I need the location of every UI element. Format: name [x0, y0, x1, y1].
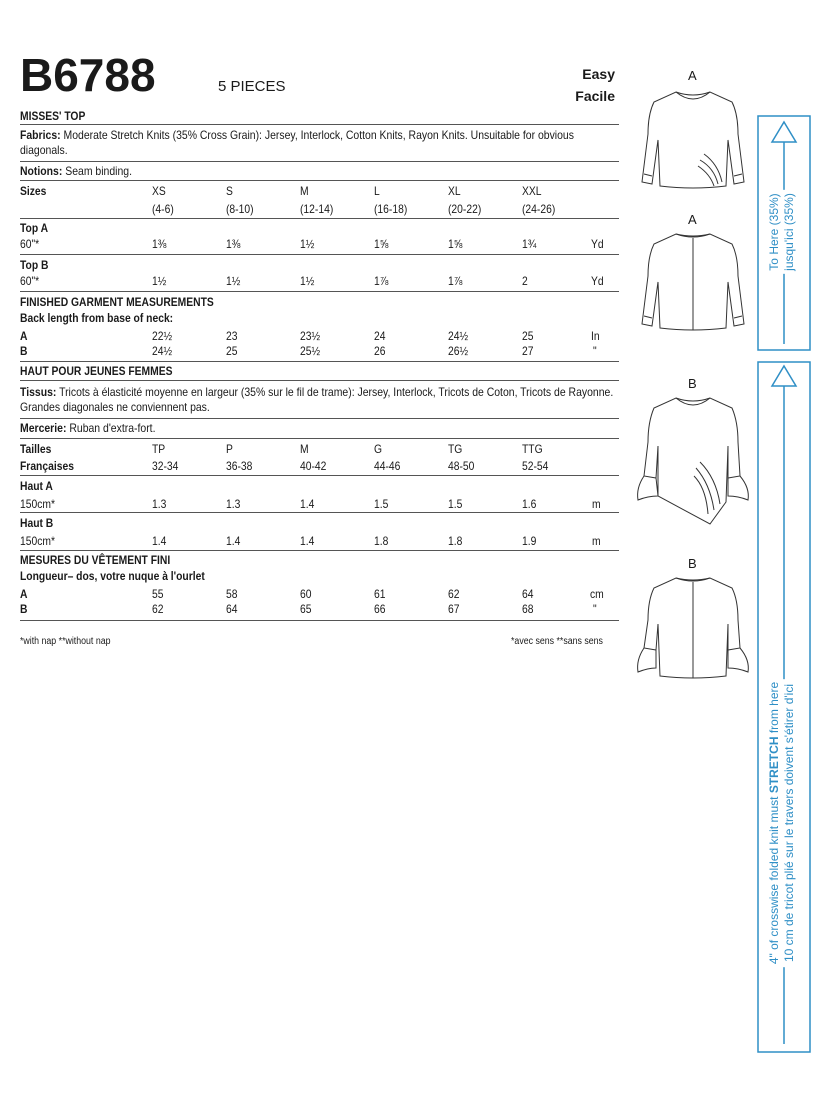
divider: [20, 418, 619, 419]
taille-col-1: P: [226, 442, 233, 456]
section-title-en: MISSES' TOP: [20, 109, 86, 123]
hautA-unit: m: [592, 497, 601, 511]
hautA-value: 1.5: [374, 497, 389, 511]
finished-title-en: FINISHED GARMENT MEASUREMENTS: [20, 295, 214, 309]
topB-unit: Yd: [591, 274, 604, 288]
longueur-label: Longueur– dos, votre nuque à l'ourlet: [20, 569, 205, 583]
fabrics-label: Fabrics:: [20, 128, 61, 142]
backA-value: 23: [226, 329, 238, 343]
longA-value: 58: [226, 587, 238, 601]
finished-title-fr: MESURES DU VÊTEMENT FINI: [20, 553, 171, 567]
taille-col-3: G: [374, 442, 383, 456]
backA-label: A: [20, 329, 28, 343]
taille-range-4: 48-50: [448, 459, 475, 473]
longA-unit: cm: [590, 587, 604, 601]
mercerie-label: Mercerie:: [20, 421, 67, 435]
longB-value: 67: [448, 602, 460, 616]
fabrics-text: Moderate Stretch Knits (35% Cross Grain): Jersey, Interlock, Cotton Knits, Rayon Knits. Unsuitable for obvious diagonals.: [20, 128, 574, 157]
backA-value: 25: [522, 329, 534, 343]
instruction-en-post: from here: [767, 681, 781, 737]
to-here-fr: jusqu'ici (35%): [782, 190, 797, 274]
topA-unit: Yd: [591, 237, 604, 251]
francaises-label: Françaises: [20, 459, 74, 473]
hautB-value: 1.9: [522, 534, 537, 548]
size-range-3: (16-18): [374, 202, 408, 216]
backA-value: 24½: [448, 329, 469, 343]
figure-label-b-back: B: [688, 556, 697, 571]
stretch-instruction-fr: 10 cm de tricot plié sur le travers doivent s'étirer d'ici: [782, 679, 797, 967]
figure-label-a-back: A: [688, 212, 697, 227]
difficulty-fr: Facile: [575, 88, 615, 104]
topA-value: 1⅜: [152, 237, 167, 251]
longB-value: 66: [374, 602, 386, 616]
hautA-width: 150cm*: [20, 497, 55, 511]
taille-range-0: 32-34: [152, 459, 179, 473]
taille-col-0: TP: [152, 442, 166, 456]
backA-value: 22½: [152, 329, 173, 343]
taille-range-1: 36-38: [226, 459, 253, 473]
longA-label: A: [20, 587, 28, 601]
instruction-en-pre: 4" of crosswise folded knit must: [767, 793, 781, 965]
longA-value: 60: [300, 587, 312, 601]
topA-value: 1⅝: [374, 237, 389, 251]
divider: [20, 218, 619, 219]
footnote-fr: *avec sens **sans sens: [511, 636, 603, 647]
divider: [20, 161, 619, 162]
divider: [20, 124, 619, 125]
hautB-value: 1.4: [152, 534, 167, 548]
backB-value: 24½: [152, 344, 173, 358]
topA-label: Top A: [20, 221, 49, 235]
backB-value: 27: [522, 344, 534, 358]
figure-label-b-front: B: [688, 376, 697, 391]
instruction-en-bold: STRETCH: [767, 736, 781, 794]
longB-unit: ": [593, 602, 597, 616]
longA-value: 61: [374, 587, 386, 601]
topA-value: 1½: [300, 237, 315, 251]
size-range-2: (12-14): [300, 202, 334, 216]
topB-value: 1⅞: [448, 274, 463, 288]
notions-label: Notions:: [20, 164, 63, 178]
hautA-value: 1.4: [300, 497, 315, 511]
backB-value: 26½: [448, 344, 469, 358]
hautB-value: 1.4: [300, 534, 315, 548]
hautA-label: Haut A: [20, 479, 53, 493]
taille-col-2: M: [300, 442, 309, 456]
tissus-label: Tissus:: [20, 385, 57, 399]
divider: [20, 361, 619, 362]
topB-value: 1½: [300, 274, 315, 288]
topA-value: 1⅜: [226, 237, 241, 251]
hautA-value: 1.6: [522, 497, 537, 511]
hautB-value: 1.4: [226, 534, 241, 548]
tailles-label: Tailles: [20, 442, 52, 456]
topA-width: 60"*: [20, 237, 40, 251]
size-range-5: (24-26): [522, 202, 556, 216]
size-col-3: L: [374, 184, 380, 198]
sizes-label: Sizes: [20, 184, 47, 198]
longA-value: 64: [522, 587, 534, 601]
taille-range-3: 44-46: [374, 459, 401, 473]
size-col-2: M: [300, 184, 309, 198]
divider: [20, 620, 619, 621]
backB-unit: ": [593, 344, 597, 358]
divider: [20, 550, 619, 551]
topB-label: Top B: [20, 258, 49, 272]
divider: [20, 180, 619, 181]
hautB-value: 1.8: [374, 534, 389, 548]
pieces-count: 5 PIECES: [218, 78, 286, 95]
to-here-en: To Here (35%): [767, 190, 782, 274]
fabrics-paragraph: [20, 128, 620, 158]
size-col-1: S: [226, 184, 233, 198]
divider: [20, 438, 619, 439]
longA-value: 62: [448, 587, 460, 601]
size-col-4: XL: [448, 184, 461, 198]
backB-value: 26: [374, 344, 386, 358]
hautA-value: 1.3: [226, 497, 241, 511]
topA-value: 1¾: [522, 237, 537, 251]
pattern-number: B6788: [20, 49, 156, 101]
longB-label: B: [20, 602, 28, 616]
size-range-1: (8-10): [226, 202, 254, 216]
size-col-0: XS: [152, 184, 166, 198]
top-a-back-illustration: [628, 228, 758, 338]
topB-width: 60"*: [20, 274, 40, 288]
top-a-front-illustration: [628, 84, 758, 194]
hautA-value: 1.5: [448, 497, 463, 511]
hautB-label: Haut B: [20, 516, 54, 530]
tissus-text: Tricots à élasticité moyenne en largeur (35% sur le fil de trame): Jersey, Interlock, Tricots de Coton, Tricots de Rayonne. Grandes diagonales ne conviennent pas.: [20, 385, 614, 414]
divider: [20, 475, 619, 476]
tissus-paragraph: [20, 385, 620, 415]
notions-paragraph: [20, 164, 620, 179]
taille-range-2: 40-42: [300, 459, 327, 473]
size-range-4: (20-22): [448, 202, 482, 216]
footnote-en: *with nap **without nap: [20, 636, 111, 647]
divider: [20, 254, 619, 255]
longA-value: 55: [152, 587, 164, 601]
topB-value: 1½: [152, 274, 167, 288]
hautB-value: 1.8: [448, 534, 463, 548]
top-b-front-illustration: [628, 392, 758, 532]
hautB-width: 150cm*: [20, 534, 55, 548]
backA-unit: In: [591, 329, 600, 343]
section-title-fr: HAUT POUR JEUNES FEMMES: [20, 364, 173, 378]
longB-value: 68: [522, 602, 534, 616]
topA-value: 1⅝: [448, 237, 463, 251]
backB-label: B: [20, 344, 28, 358]
longB-value: 65: [300, 602, 312, 616]
hautA-value: 1.3: [152, 497, 167, 511]
stretch-instruction-en: [767, 679, 782, 967]
taille-col-4: TG: [448, 442, 463, 456]
divider: [20, 291, 619, 292]
back-length-label: Back length from base of neck:: [20, 311, 174, 325]
mercerie-text: Ruban d'extra-fort.: [69, 421, 156, 435]
divider: [20, 512, 619, 513]
size-range-0: (4-6): [152, 202, 174, 216]
backB-value: 25: [226, 344, 238, 358]
taille-col-5: TTG: [522, 442, 543, 456]
topB-value: 2: [522, 274, 528, 288]
backA-value: 23½: [300, 329, 321, 343]
topB-value: 1⅞: [374, 274, 389, 288]
longB-value: 64: [226, 602, 238, 616]
hautB-unit: m: [592, 534, 601, 548]
backA-value: 24: [374, 329, 386, 343]
notions-text: Seam binding.: [65, 164, 132, 178]
divider: [20, 380, 619, 381]
topB-value: 1½: [226, 274, 241, 288]
size-col-5: XXL: [522, 184, 542, 198]
difficulty-en: Easy: [582, 66, 615, 82]
mercerie-paragraph: [20, 421, 620, 436]
figure-label-a-front: A: [688, 68, 697, 83]
taille-range-5: 52-54: [522, 459, 549, 473]
top-b-back-illustration: [628, 572, 758, 684]
backB-value: 25½: [300, 344, 321, 358]
longB-value: 62: [152, 602, 164, 616]
